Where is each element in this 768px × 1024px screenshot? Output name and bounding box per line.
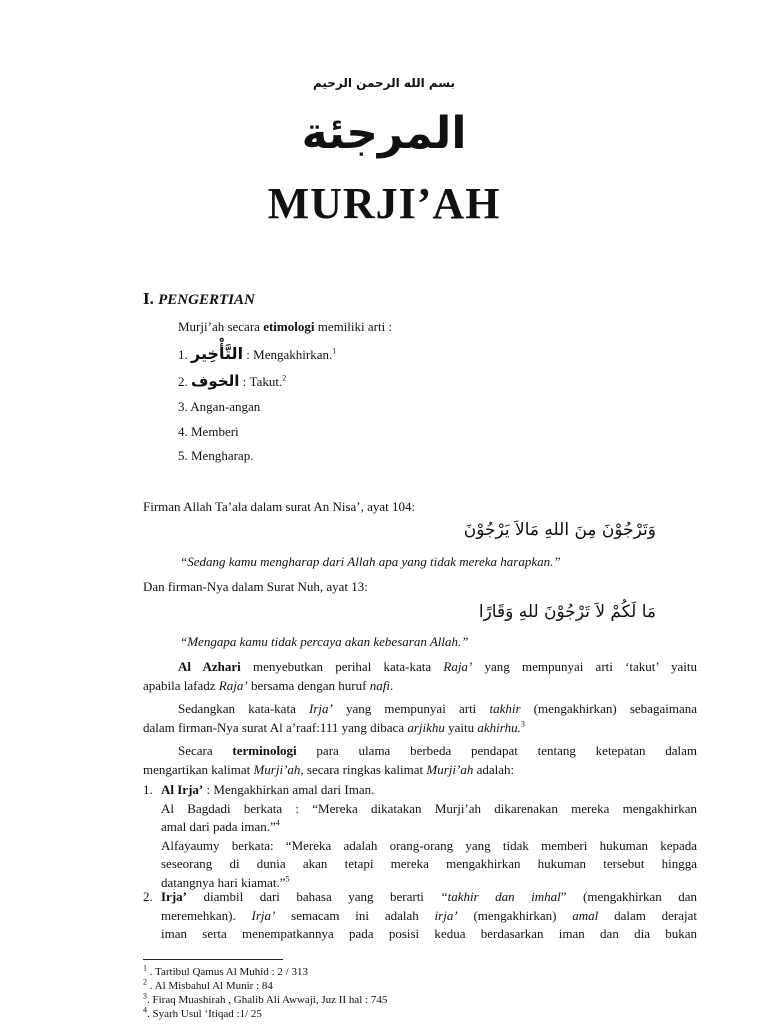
- paragraph-azhari: Al Azhari menyebutkan perihal kata-kata Raja’ yang mempunyai arti ‘takut’ yaitu apabila lafadz Raja’ bersama dengan huruf nafi.: [143, 659, 697, 693]
- list-item-1: Al Irja’ : Mengakhirkan amal dari Iman. Al Bagdadi berkata : “Mereka dikatakan Murji’ah dikarenakan mereka mengakhirkan amal dari pada iman.”$^4$ Alfayaumy berkata: “Mereka adalah orang-orang yang tidak memberi hukuman kepada seseorang di dunia akan tetapi mereka mengakhirkan hukuman tersebut hingga datangnya hari kiamat.”$^5$: [161, 782, 697, 890]
- arabic-title: المرجئة: [301, 108, 467, 159]
- list-item-1-number: 1.: [143, 782, 153, 797]
- verse2-intro: Dan firman-Nya dalam Surat Nuh, ayat 13:: [143, 579, 368, 594]
- meaning-item-3: 3. Angan-angan: [178, 399, 261, 414]
- list-item-2-number: 2.: [143, 889, 153, 904]
- page-title: MURJI’AH: [267, 179, 501, 228]
- footnote-2: $^2$ . Al Misbahul Al Munir : 84: [143, 977, 273, 992]
- verse1-arabic: وَتَرْجُوْنَ مِنَ اللهِ مَالاَ يَرْجُوْنَ: [463, 520, 656, 540]
- footnote-1: $^1$ . Tartibul Qamus Al Muhid : 2 / 313: [143, 963, 308, 978]
- list-item-2: Irja’ diambil dari bahasa yang berarti “takhir dan imhal” (mengakhirkan dan meremehkan). Irja’ semacam ini adalah irja’ (mengakhirkan) amal dalam derajat iman serta menempatkannya pada posisi kedua berdasarkan iman dan dia bukan: [161, 889, 697, 941]
- meaning-item-5: 5. Mengharap.: [178, 448, 254, 463]
- intro-line: Murji’ah secara etimologi memiliki arti :: [178, 319, 393, 334]
- footnote-divider: [143, 959, 283, 960]
- section-number: I.: [143, 289, 154, 308]
- paragraph-irja: Sedangkan kata-kata Irja’ yang mempunyai arti takhir (mengakhirkan) sebagaimana dalam firman-Nya surat Al a’raaf:111 yang dibaca arjikhu yaitu akhirhu.$^3$: [143, 701, 697, 735]
- verse1-intro: Firman Allah Ta’ala dalam surat An Nisa’, ayat 104:: [143, 499, 416, 514]
- verse2-translation: “Mengapa kamu tidak percaya akan kebesaran Allah.”: [180, 634, 469, 649]
- verse2-arabic: مَا لَكُمْ لاَ تَرْجُوْنَ للهِ وَقَارًا: [478, 602, 656, 622]
- paragraph-terminologi: Secara terminologi para ulama berbeda pendapat tentang ketepatan dalam mengartikan kalimat Murji’ah, secara ringkas kalimat Murji’ah adalah:: [143, 743, 698, 777]
- meaning-item-4: 4. Memberi: [178, 424, 239, 439]
- footnote-4: $^4$. Syarh Usul ‘Itiqad :1/ 25: [143, 1005, 262, 1020]
- footnote-3: $^3$. Firaq Muashirah , Ghalib Ali Awwaji, Juz II hal : 745: [143, 991, 388, 1006]
- meaning-item-2: 2. الخوف : Takut.$^2$: [178, 372, 287, 390]
- verse1-translation: “Sedang kamu mengharap dari Allah apa yang tidak mereka harapkan.”: [180, 554, 561, 569]
- section-title: PENGERTIAN: [158, 292, 255, 308]
- basmalah: بسم الله الرحمن الرحيم: [312, 76, 456, 90]
- meaning-item-1: 1. التَّأْخِير : Mengakhirkan.$^1$: [178, 344, 337, 363]
- section-heading: [143, 289, 255, 309]
